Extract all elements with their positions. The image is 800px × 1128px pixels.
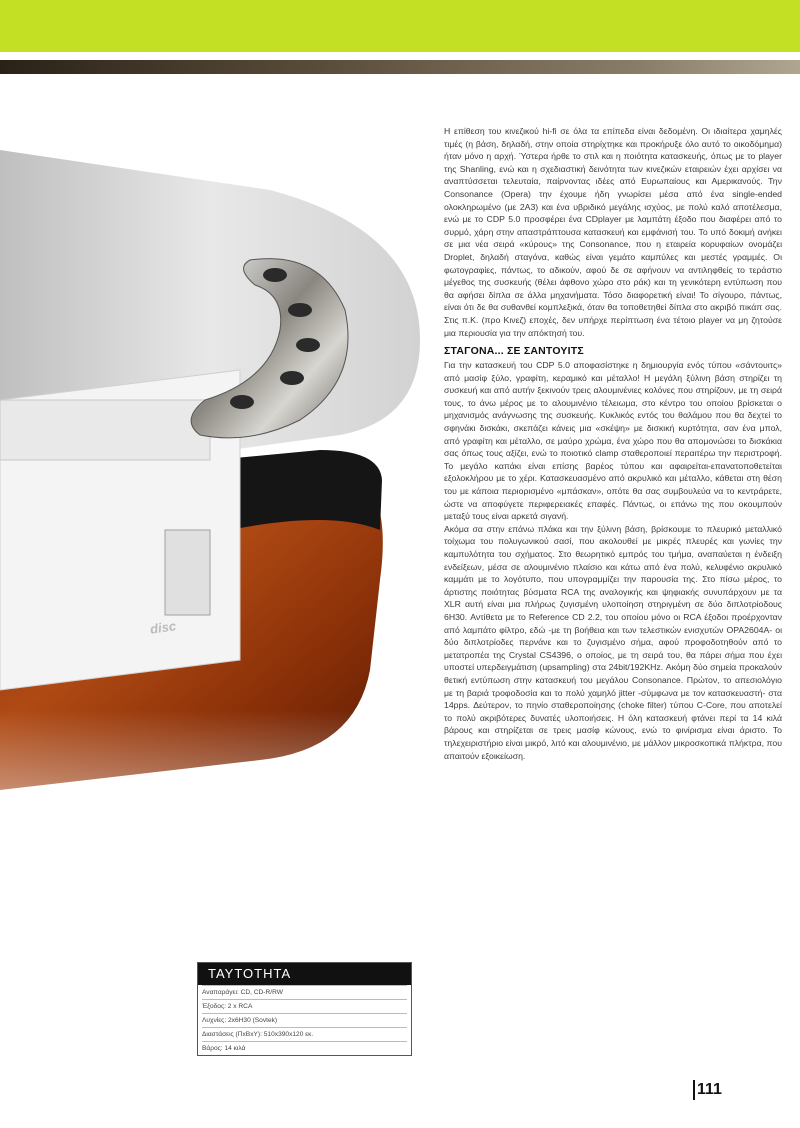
display-window-shape bbox=[165, 530, 210, 615]
article-paragraph: Ακόμα σα στην επάνω πλάκα και την ξύλινη βάση, βρίσκουμε το πλευρικό μεταλλικό τοίχωμα του πολυγωνικού σασί, που ακολουθεί με μικρές πλευρές και γωνίες την καμπυλότητα του σχήματος. Στο θεωρητικό εμπρός του τμήμα, αναπαύεται η ένδειξη ενδείξεων, μέσα σε αλουμινένιο πλαίσιο και κάτω από ένα πολύ, κελυφένιο ακρυλικό καμμάτι με το λογότυπο, που υπογραμμίζει την παρουσία της. Στο πίσω μέρος, το άρτιστης ποιότητας βύσματα RCA της αναλογικής και ψηφιακής συνυπάρχουν με τα XLR αυτή είναι μια πλήρως ζυγισμένη υλοποίηση στηριγμένη σε δύο διπλοτρίοδους 6H30. Αντίθετα με το Reference CD 2.2, του οποίου μόνο οι RCA έξοδοι προέρχονταν από λαμπάτο φίλτρο, εδώ -με τη βοήθεια και των τελεστικών ενισχυτών OPA2604A- οι δύο διπλοτρίοδες περνάνε και το ζυγισμένο σήμα, αφού προφοδοτηθούν από το μετατροπέα της Crystal CS4396, ο οποίος, με τη σειρά του, θα πάρει σήμα που έχει υποστεί υπερδειγμάτιση (upsampling) στα 24bit/192KHz. Ακόμη δύο σημεία προκαλούν θετική εντύπωση στην κατασκευή του μεγάλου Consonance. Πρώτον, το απεσιολόγιο με τη βαριά τροφοδοσία και το πολύ χαμηλό jitter -σύμφωνα με τον κατασκευαστή- στα 14pps. Δεύτερον, το πηνίο σταθεροποίησης (choke filter) τύπου C-Core, που αποτελεί το πολύ ακριβότερες δυνατές υλοποιήσεις. Η όλη κατασκευή φτάνει περί τα 14 κιλά βάρους και στηρίζεται σε τρεις μασίφ κώνους, ενώ το φινίρισμα είναι άριστο. Το τηλεχειριστήριο είναι μικρό, λιτό και αλουμινένιο, με μάλλον μικροσκοπικά πλήκτρα, που απαιτούν εξοικείωση. bbox=[444, 523, 782, 761]
identity-spec-box bbox=[197, 962, 412, 1056]
spec-row: Βάρος: 14 κιλά bbox=[202, 1041, 407, 1055]
article-paragraph: Για την κατασκευή του CDP 5.0 αποφασίστηκε η δημιουργία ενός τύπου «σάντουιτς» από μασίφ ξύλο, γραφίτη, κεραμικό και μέταλλο! Η μεγάλη ξύλινη βάση στηρίζει τη συσκευή και από αυτήν ξεκινούν τρεις αλουμινένιες κολόνες που στηρίζουν, με τη σειρά τους, το άνω μέρος με το αλουμινένιο τέλειωμα, στο κέντρο του οποίου βρίσκεται ο μηχανισμός ανάγνωσης της συσκευής. Κυκλικός εντός του θαλάμου που θα δεχτεί το σφηνάκι δισκάκι, σκεπάζει κάνεις μια «σκέψη» με δισκική κυρτότητα, σαν ένα μπολ, από γραφίτη και μέταλλο, σε μαύρο χρώμα, ένα χώρο που θα απομονώσει το δισκάκια σας όπως τους αξίζει, ενώ το ποιοτικό clamp σταθεροποιεί περαιτέρω την περιστροφή. Το μεγάλο καπάκι είναι επίσης βαρέος τύπου και αφαιρείται-επανατοποθετείται εξολοκλήρου με το χέρι. Κατασκευασμένο από ακρυλικό και μέταλλο, κάθεται στη θέση του με κάποια περιορισμένο «μπάσκαν», οπότε θα σας συμβουλεύα να το κεντράρετε, ώστε να αποφύγετε περιφερειακές επαφές. Πάντως, οι επάνω της που οκουμπούν μεταξύ τους είναι αρκετά σιγανή. bbox=[444, 360, 782, 522]
spec-row: Διαστάσεις (ΠxΒxΥ): 510x390x120 εκ. bbox=[202, 1027, 407, 1041]
identity-title: ΤΑΥΤΟΤΗΤΑ bbox=[198, 963, 411, 985]
article-paragraph: Η επίθεση του κινεζικού hi-fi σε όλα τα επίπεδα είναι δεδομένη. Οι ιδιαίτερα χαμηλές τιμές (η βάση, δηλαδή, στην οποία στηρίχτηκε και προκήρυξε όλο αυτό το οικοδόμημα) ήταν μόνο η αρχή. Ύστερα ήρθε το στιλ και η ποιότητα κατασκευής, όπως με το player της Shanling, ενώ και η σχεδιαστική δεινότητα των κινεζικών εταιρειών έχει αρχίσει να αναπτύσσεται τελευταία, παίρνοντας ιδέες από Ευρωπαίους και Αμερικανούς. Την Consonance (Opera) την έχουμε ήδη γνωρίσει μέσα από ένα single-ended ολοκληρωμένο (με 2A3) και ένα υβριδικό μεγάλης ισχύος, με πολύ καλό αποτέλεσμα, ενώ με το CDP 5.0 προσφέρει ένα CDplayer με λαμπάτη έξοδο που διαφέρει από το συρμό, χάρη στην απαστράπτουσα κατασκευή και εμφάνισή του. Το υπό δοκιμή ανήκει σε μια νέα σειρά «κύρους» της Consonance, που η εταιρεία κορυφαίων ονομάζει Droplet, δηλαδή σταγόνα, καθώς είναι γεμάτο καμπύλες και μεστές γραμμές. Οι φωτογραφίες, πάντως, το αδικούν, αφού δε σε αφήνουν να αντιληφθείς το τεράστιο μέγεθος της συσκευής (θέλει άφθονο χώρο στο ράκ) και τη γενικότερη εντύπωση που θα αφήσει δίπλα σε άλλα μηχανήματα. Τόσο διαφορετική είναι! Το σίγουρο, πάντως, είναι ότι δε θα συθανθεί κομπλεξικά, όταν θα τοποθετηθεί δίπλα στο ακριβό πικάπ σας. Στις π.Κ. (προ Κινεζ) εποχές, δεν υπήρχε περίπτωση ένα τέτοιο player να μη ζητούσε μια περιουσία για την απόκτησή του. bbox=[444, 126, 782, 338]
top-color-band bbox=[0, 0, 800, 52]
spec-row: Αναπαράγει: CD, CD-R/RW bbox=[202, 985, 407, 999]
disc-logo: disc bbox=[149, 618, 177, 637]
product-photo bbox=[0, 150, 425, 910]
top-gradient-stripe bbox=[0, 60, 800, 74]
page-number: 111 bbox=[693, 1080, 722, 1100]
spec-row: Λυχνίες: 2x6H30 (Sovtek) bbox=[202, 1013, 407, 1027]
article-text-column bbox=[444, 125, 782, 762]
section-heading: ΣΤΑΓΟΝΑ... ΣΕ ΣΑΝΤΟΥΙΤΣ bbox=[444, 345, 584, 358]
spec-row: Έξοδος: 2 x RCA bbox=[202, 999, 407, 1013]
